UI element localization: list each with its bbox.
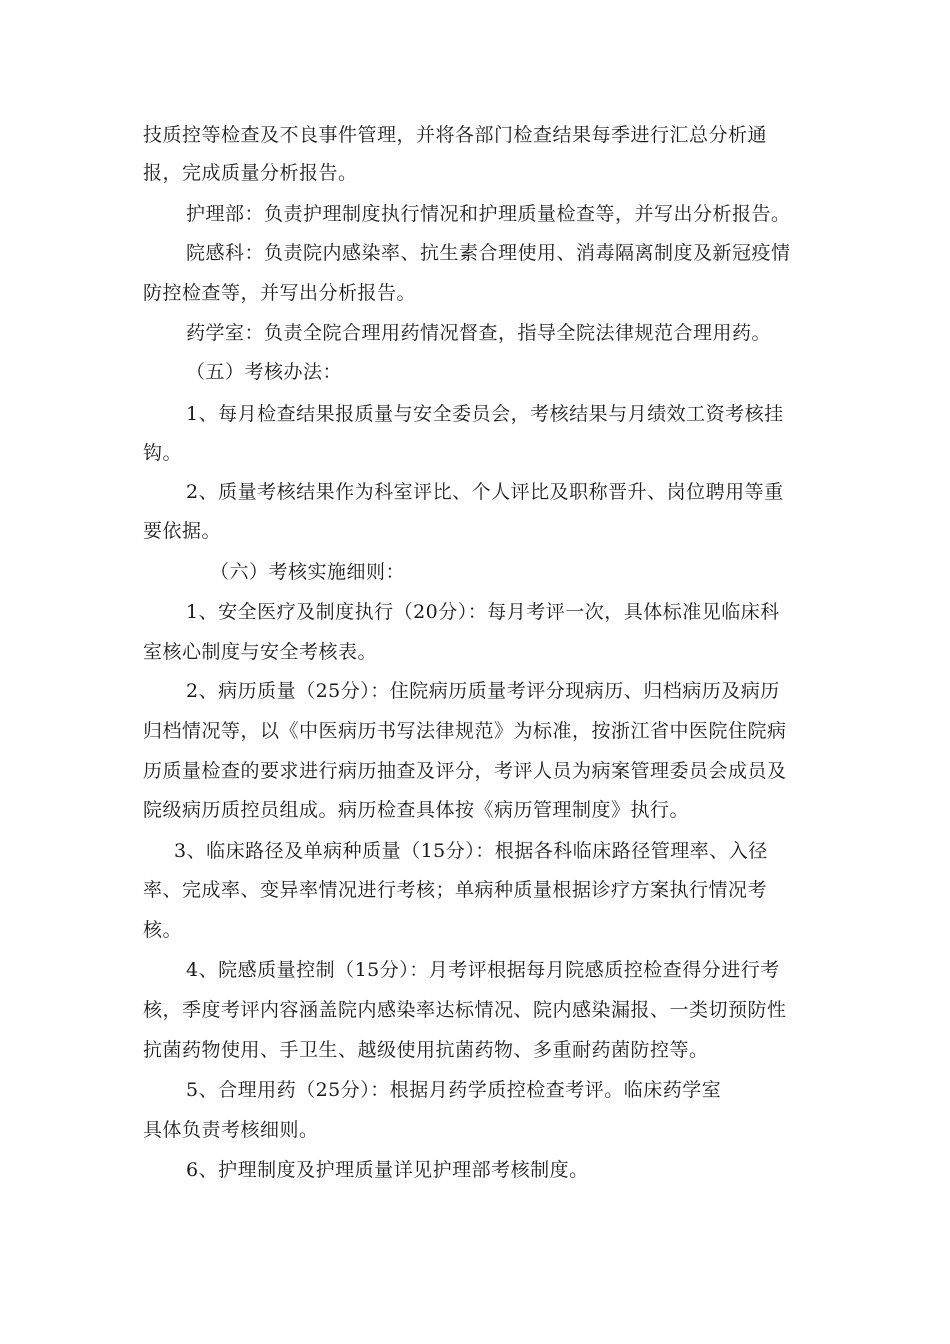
text-line-10: 2、质量考核结果作为科室评比、个人评比及职称晋升、岗位聘用等重: [186, 481, 784, 503]
text-line-8: 1、每月检查结果报质量与安全委员会，考核结果与月绩效工资考核挂: [186, 403, 784, 425]
text-line-5: 防控检查等，并写出分析报告。: [143, 282, 417, 304]
section-heading-6: （六）考核实施细则：: [210, 561, 406, 583]
text-line-18: 院级病历质控员组成。病历检查具体按《病历管理制度》执行。: [143, 799, 690, 821]
text-line-9: 钩。: [143, 442, 183, 464]
text-line-24: 抗菌药物使用、手卫生、越级使用抗菌药物、多重耐药菌防控等。: [143, 1039, 709, 1061]
text-line-22: 4、院感质量控制（15分）：月考评根据每月院感质控检查得分进行考: [186, 959, 780, 981]
text-line-25: 5、合理用药（25分）：根据月药学质控检查考评。临床药学室: [186, 1079, 722, 1101]
text-line-20: 率、完成率、变异率情况进行考核；单病种质量根据诊疗方案执行情况考: [143, 879, 768, 901]
text-line-26: 具体负责考核细则。: [143, 1119, 319, 1141]
text-line-13: 1、安全医疗及制度执行（20分）：每月考评一次，具体标准见临床科: [186, 601, 780, 623]
text-line-2: 报，完成质量分析报告。: [143, 162, 358, 184]
text-line-4: 院感科：负责院内感染率、抗生素合理使用、消毒隔离制度及新冠疫情: [186, 242, 791, 264]
text-line-23: 核，季度考评内容涵盖院内感染率达标情况、院内感染漏报、一类切预防性: [143, 999, 787, 1021]
text-line-14: 室核心制度与安全考核表。: [143, 641, 378, 663]
text-line-21: 核。: [143, 919, 183, 941]
text-line-11: 要依据。: [143, 520, 222, 542]
text-line-15: 2、病历质量（25分）：住院病历质量考评分现病历、归档病历及病历: [186, 680, 780, 702]
text-line-16: 归档情况等，以《中医病历书写法律规范》为标准，按浙江省中医院住院病: [143, 720, 787, 742]
section-heading-5: （五）考核办法：: [186, 361, 343, 383]
text-line-6: 药学室：负责全院合理用药情况督查，指导全院法律规范合理用药。: [186, 322, 772, 344]
text-line-1: 技质控等检查及不良事件管理，并将各部门检查结果每季进行汇总分析通: [143, 124, 768, 146]
text-line-27: 6、护理制度及护理质量详见护理部考核制度。: [186, 1159, 589, 1181]
text-line-19: 3、临床路径及单病种质量（15分）：根据各科临床路径管理率、入径: [174, 840, 768, 862]
text-line-17: 历质量检查的要求进行病历抽查及评分，考评人员为病案管理委员会成员及: [143, 760, 787, 782]
text-line-3: 护理部：负责护理制度执行情况和护理质量检查等，并写出分析报告。: [186, 203, 791, 225]
